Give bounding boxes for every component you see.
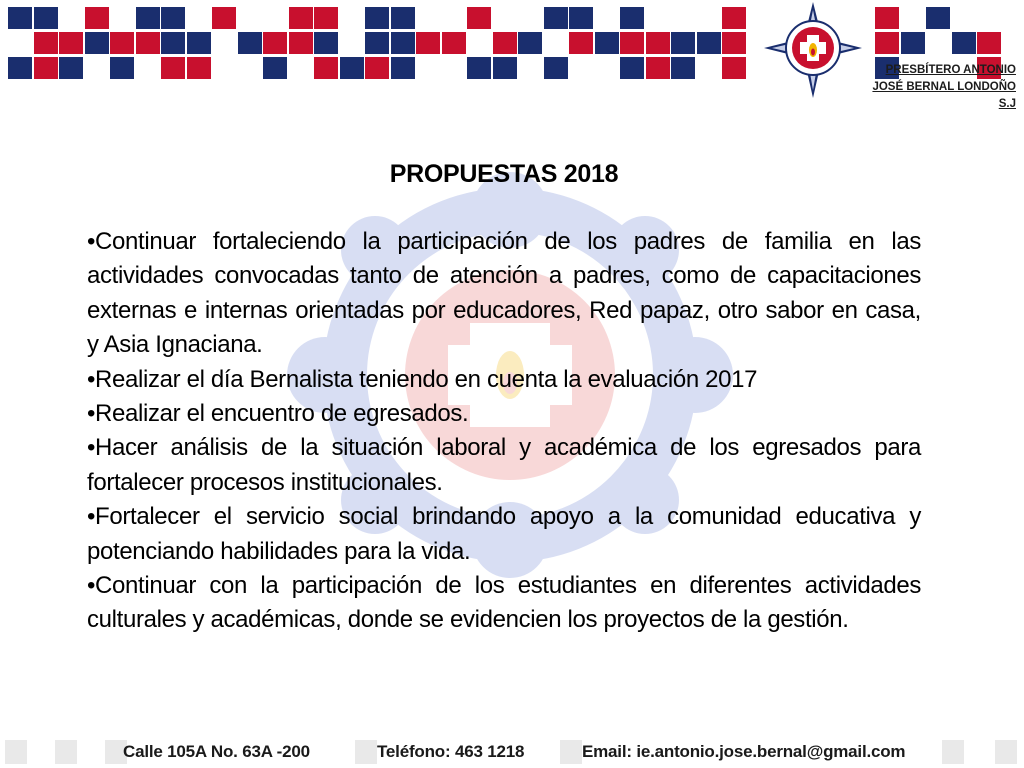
- school-name-line-1: PRESBÍTERO ANTONIO: [885, 64, 1016, 76]
- footer-address: Calle 105A No. 63A -200: [123, 742, 310, 761]
- header-check-square: [59, 57, 83, 79]
- header-check-square: [442, 32, 466, 54]
- header-check-square: [595, 32, 619, 54]
- header-check-square: [289, 7, 313, 29]
- header-check-square: [977, 32, 1001, 54]
- proposal-item: •Realizar el encuentro de egresados.: [87, 400, 469, 428]
- proposal-item: •Hacer análisis de la situación laboral y académica de los egresados para fortalecer procesos institucionales.: [87, 434, 921, 496]
- header-check-square: [187, 32, 211, 54]
- header-check-square: [569, 32, 593, 54]
- header-check-square: [952, 32, 976, 54]
- proposal-item: •Continuar con la participación de los estudiantes en diferentes actividades culturales y académicas, donde se evidencien los proyectos de la gestión.: [87, 572, 921, 634]
- header-check-square: [467, 57, 491, 79]
- header-check-square: [391, 32, 415, 54]
- header-check-square: [467, 7, 491, 29]
- header-check-square: [697, 32, 721, 54]
- header-check-square: [518, 32, 542, 54]
- header-check-square: [187, 57, 211, 79]
- header-check-square: [620, 7, 644, 29]
- footer-phone: Teléfono: 463 1218: [377, 742, 525, 761]
- header-check-square: [901, 32, 925, 54]
- footer-check-square: [995, 740, 1017, 764]
- header-check-square: [722, 7, 746, 29]
- header-check-square: [365, 32, 389, 54]
- header-check-square: [110, 57, 134, 79]
- header-check-square: [85, 32, 109, 54]
- footer-email: Email: ie.antonio.jose.bernal@gmail.com: [582, 742, 906, 761]
- footer-check-square: [942, 740, 964, 764]
- header-check-square: [212, 7, 236, 29]
- header-check-square: [544, 57, 568, 79]
- header-check-square: [620, 32, 644, 54]
- header-check-square: [365, 7, 389, 29]
- header-check-square: [238, 32, 262, 54]
- slide-title: PROPUESTAS 2018: [389, 160, 619, 188]
- header-check-square: [136, 7, 160, 29]
- proposal-list: [87, 225, 921, 638]
- header-check-square: [493, 57, 517, 79]
- header-check-square: [493, 32, 517, 54]
- header-check-square: [8, 7, 32, 29]
- school-name: [826, 62, 1016, 113]
- header-check-square: [289, 32, 313, 54]
- header-check-square: [59, 32, 83, 54]
- header-check-square: [263, 57, 287, 79]
- header-check-square: [365, 57, 389, 79]
- header-check-square: [646, 57, 670, 79]
- header-check-square: [161, 57, 185, 79]
- header-check-square: [671, 32, 695, 54]
- header-check-square: [875, 7, 899, 29]
- header-check-square: [544, 7, 568, 29]
- header-check-square: [416, 32, 440, 54]
- header-check-square: [161, 7, 185, 29]
- proposal-item: •Fortalecer el servicio social brindando apoyo a la comunidad educativa y potenciando habilidades para la vida.: [87, 503, 921, 565]
- footer-check-square: [55, 740, 77, 764]
- school-name-line-2: JOSÉ BERNAL LONDOÑO: [872, 81, 1016, 93]
- header-check-square: [110, 32, 134, 54]
- proposal-item: •Continuar fortaleciendo la participación de los padres de familia en las actividades convocadas tanto de atención a padres, como de capacitaciones externas e internas orientadas por educadores, Red papaz, otro sabor en casa, y Asia Ignaciana.: [87, 228, 921, 359]
- header-check-square: [391, 7, 415, 29]
- header-check-square: [263, 32, 287, 54]
- header-check-square: [34, 57, 58, 79]
- header-check-square: [646, 32, 670, 54]
- header-check-square: [161, 32, 185, 54]
- header-check-square: [569, 7, 593, 29]
- header-check-square: [8, 57, 32, 79]
- header-check-square: [671, 57, 695, 79]
- header-check-square: [340, 57, 364, 79]
- header-check-square: [620, 57, 644, 79]
- school-name-line-3: S.J: [998, 98, 1016, 110]
- proposal-item: •Realizar el día Bernalista teniendo en cuenta la evaluación 2017: [87, 365, 758, 393]
- footer-check-square: [355, 740, 377, 764]
- header-check-square: [722, 32, 746, 54]
- header-check-square: [34, 32, 58, 54]
- header-check-square: [314, 7, 338, 29]
- header-check-square: [314, 32, 338, 54]
- header-check-square: [34, 7, 58, 29]
- header-check-square: [85, 7, 109, 29]
- footer-check-square: [5, 740, 27, 764]
- footer-check-square: [560, 740, 582, 764]
- header-check-square: [875, 32, 899, 54]
- header-check-square: [391, 57, 415, 79]
- header-check-square: [136, 32, 160, 54]
- header-check-square: [722, 57, 746, 79]
- header-check-square: [926, 7, 950, 29]
- header-check-square: [314, 57, 338, 79]
